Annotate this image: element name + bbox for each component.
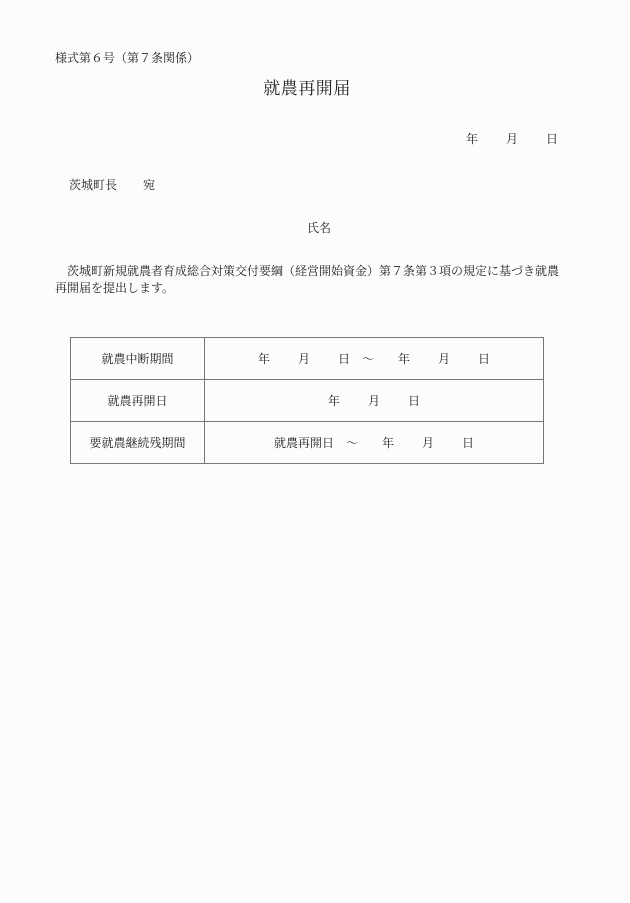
range-separator: ～	[361, 352, 374, 366]
applicant-name-label: 氏名	[307, 221, 332, 235]
addressee-name: 茨城町長	[69, 178, 118, 192]
addressee	[69, 177, 155, 193]
table-row-suspension-period	[71, 338, 544, 380]
range-separator: ～	[345, 436, 358, 450]
end-month-label: 月	[438, 352, 451, 366]
start-day-label: 日	[337, 352, 350, 366]
form-number: 様式第６号（第７条関係）	[55, 51, 200, 65]
end-day-label: 日	[478, 352, 491, 366]
table-row-remaining-period	[71, 422, 544, 464]
end-month-label: 月	[422, 436, 435, 450]
date-month-label: 月	[506, 132, 519, 146]
end-day-label: 日	[462, 436, 475, 450]
row-label: 就農中断期間	[71, 338, 205, 380]
start-year-label: 年	[257, 352, 270, 366]
start-label: 就農再開日	[273, 436, 334, 450]
row-label: 就農再開日	[71, 380, 205, 422]
resumption-date-value	[205, 380, 544, 422]
table-row-resumption-date	[71, 380, 544, 422]
date-day-label: 日	[546, 132, 559, 146]
year-label: 年	[327, 394, 340, 408]
end-year-label: 年	[398, 352, 411, 366]
day-label: 日	[408, 394, 421, 408]
row-label: 要就農継続残期間	[71, 422, 205, 464]
start-month-label: 月	[297, 352, 310, 366]
document-title: 就農再開届	[263, 79, 351, 99]
date-year-label: 年	[466, 132, 479, 146]
body-paragraph: 茨城町新規就農者育成総合対策交付要綱（経営開始資金）第７条第３項の規定に基づき就農再開届を提出します。	[55, 264, 560, 295]
resumption-info-table	[70, 337, 544, 464]
remaining-period-value	[205, 422, 544, 464]
addressee-suffix: 宛	[143, 178, 156, 192]
end-year-label: 年	[381, 436, 394, 450]
suspension-period-value	[205, 338, 544, 380]
month-label: 月	[367, 394, 380, 408]
submission-date	[466, 131, 558, 147]
